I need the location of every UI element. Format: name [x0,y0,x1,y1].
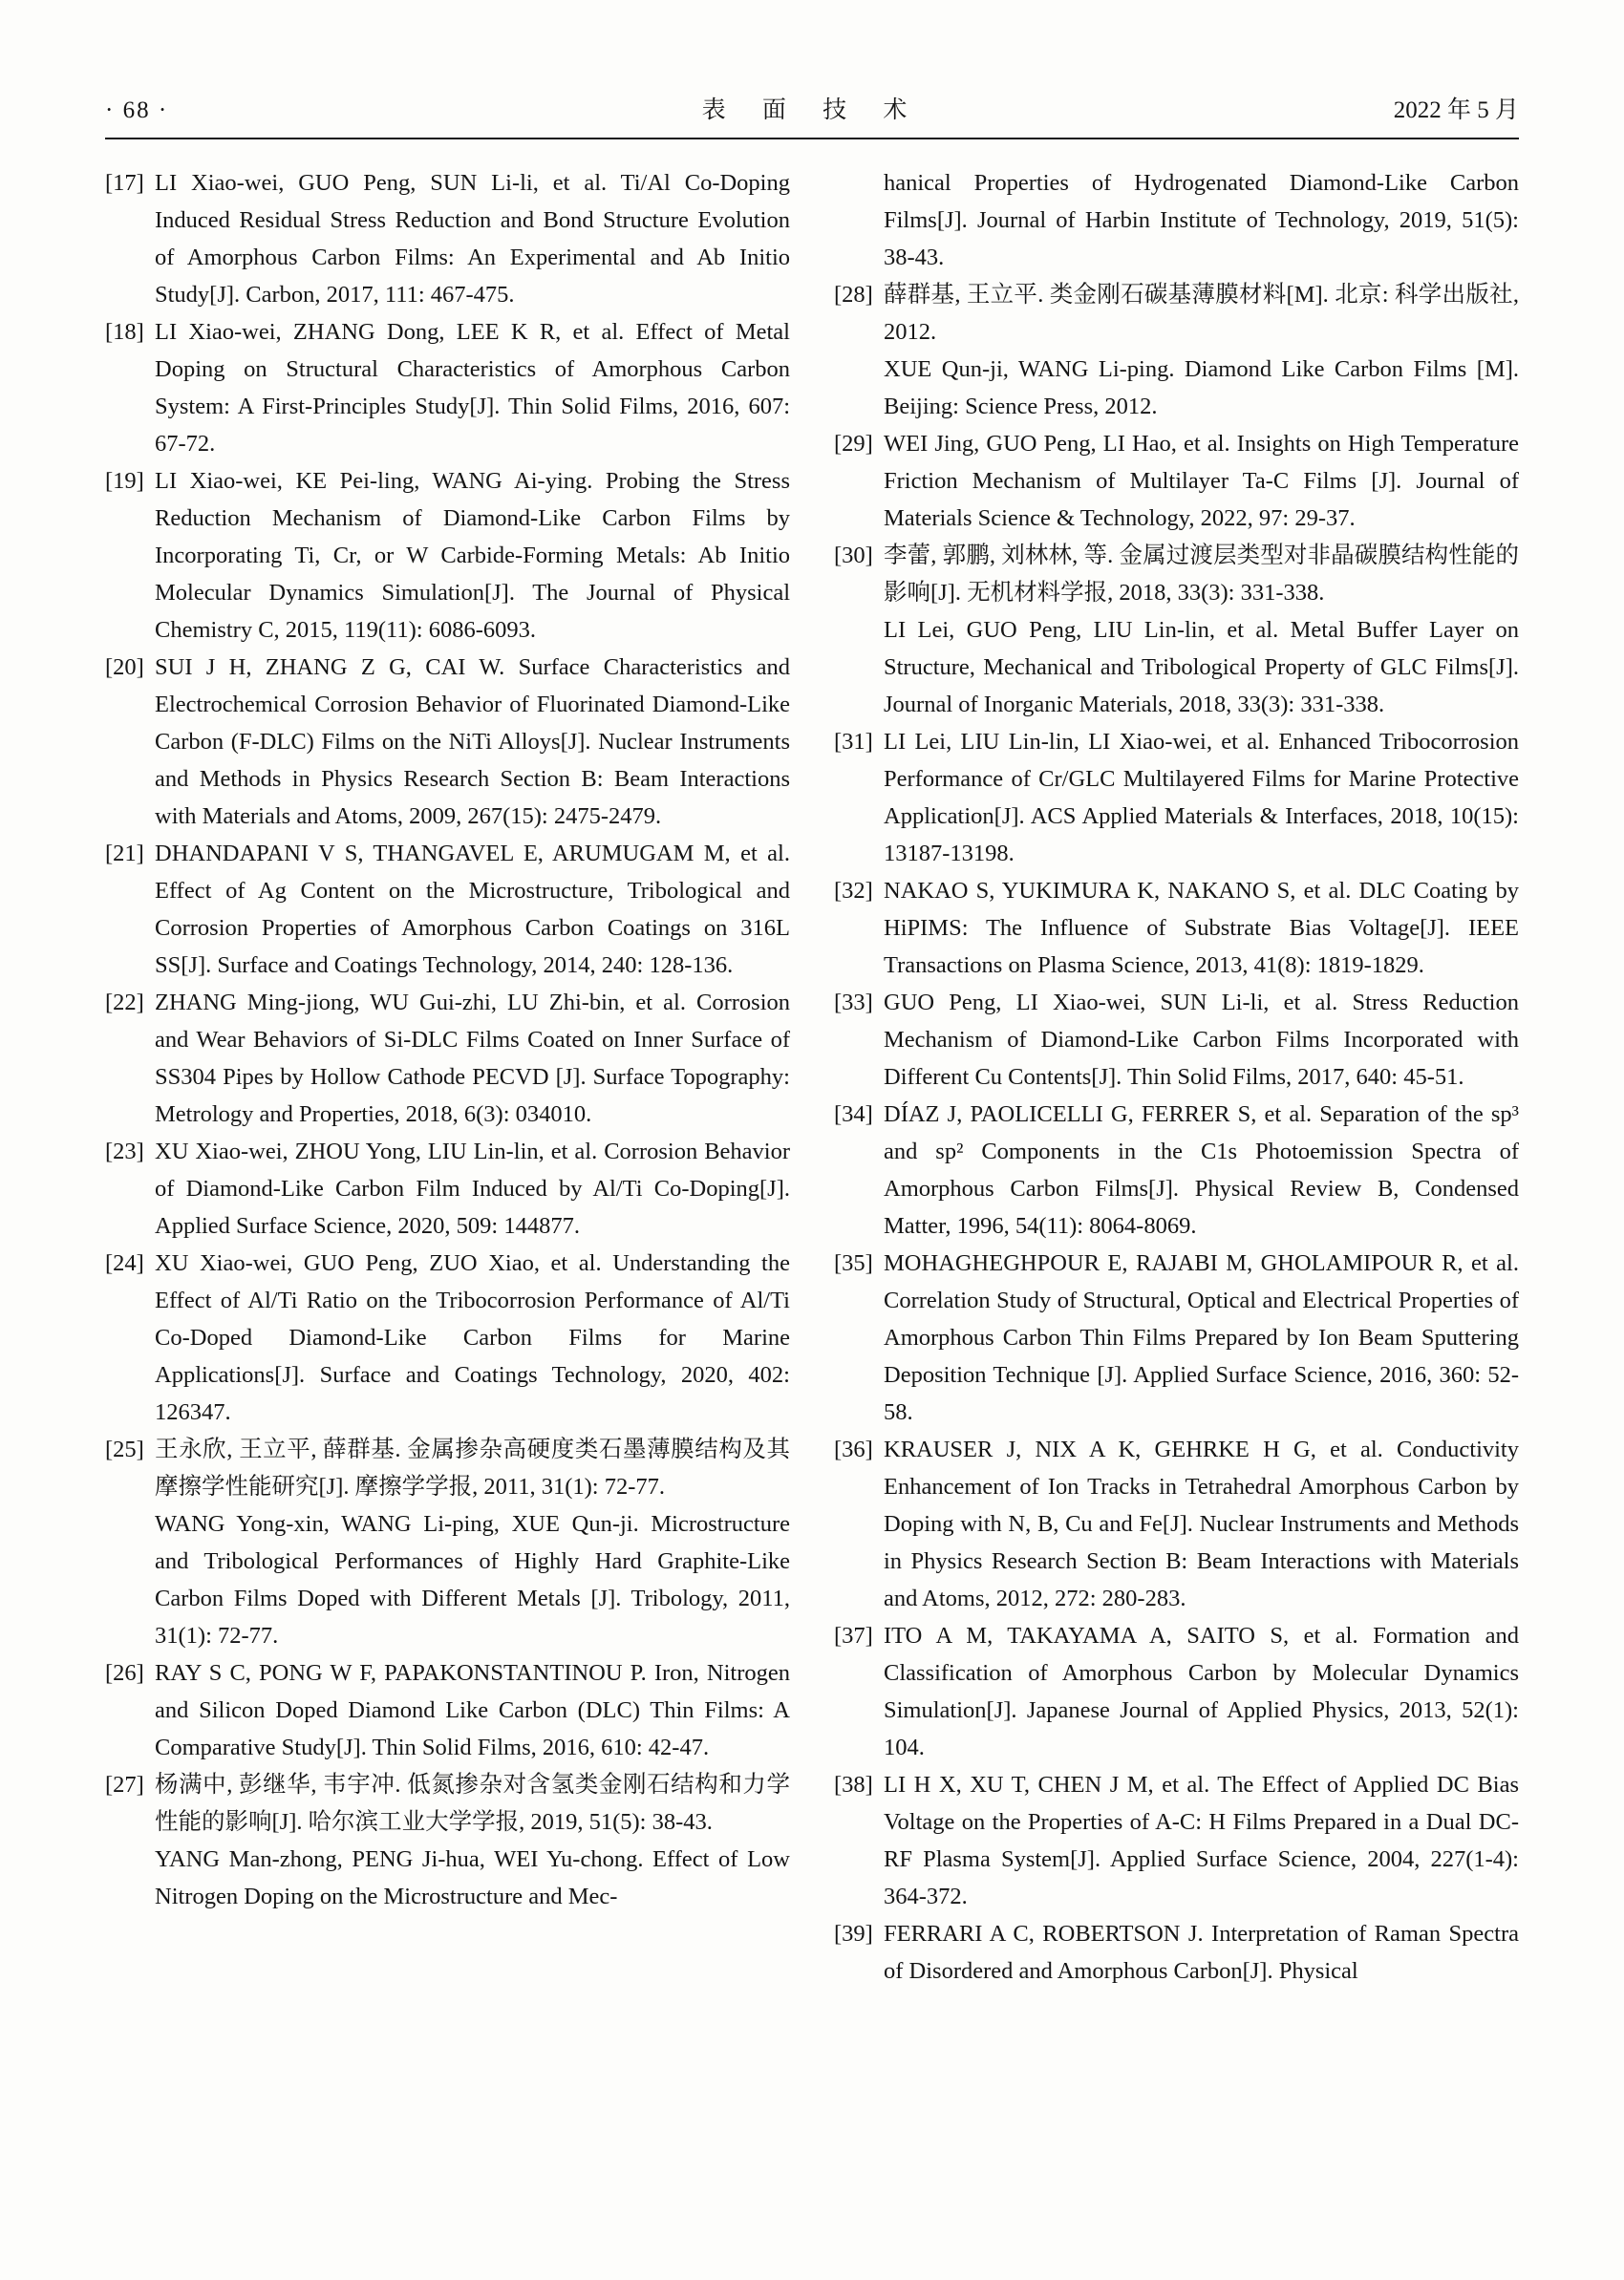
reference-body [884,984,1519,1096]
reference-body [884,537,1519,723]
reference-item [834,537,1519,723]
reference-body [155,1133,790,1245]
header-rule [105,138,1519,139]
reference-body [155,313,790,462]
reference-text: ITO A M, TAKAYAMA A, SAITO S, et al. Formation and Classification of Amorphous Carbon by Molecular Dynamics Simulation[J]. Japanese Journal of Applied Physics, 2013, 52(1): 104. [884,1623,1519,1760]
reference-number: [20] [105,654,144,680]
reference-number: [27] [105,1772,144,1798]
reference-text: GUO Peng, LI Xiao-wei, SUN Li-li, et al. Stress Reduction Mechanism of Diamond-Like Carbon Films Incorporated with Different Cu Contents[J]. Thin Solid Films, 2017, 640: 45-51. [884,990,1519,1090]
reference-text: DHANDAPANI V S, THANGAVEL E, ARUMUGAM M, et al. Effect of Ag Content on the Microstructure, Tribological and Corrosion Properties of Amorphous Carbon Coatings on 316L SS[J]. Surface and Coatings Technology, 2014, 240: 128-136. [155,841,790,978]
reference-body [884,1245,1519,1431]
reference-number: [23] [105,1139,144,1164]
reference-number: [35] [834,1250,873,1276]
reference-item [834,1096,1519,1245]
reference-body [884,164,1519,276]
reference-body [884,425,1519,537]
page-header [105,96,1519,126]
reference-body [884,723,1519,872]
reference-body [155,1766,790,1915]
references-column-right [834,164,1519,1990]
reference-number: [34] [834,1101,873,1127]
reference-text: WEI Jing, GUO Peng, LI Hao, et al. Insights on High Temperature Friction Mechanism of Multilayer Ta-C Films [J]. Journal of Materials Science & Technology, 2022, 97: 29-37. [884,431,1519,531]
reference-text: DÍAZ J, PAOLICELLI G, FERRER S, et al. Separation of the sp³ and sp² Components in the C1s Photoemission Spectra of Amorphous Carbon Films[J]. Physical Review B, Condensed Matter, 1996, 54(11): 8064-8069. [884,1101,1519,1239]
reference-item [105,313,790,462]
reference-body [155,1245,790,1431]
reference-text: LI Lei, GUO Peng, LIU Lin-lin, et al. Metal Buffer Layer on Structure, Mechanical and Tribological Property of GLC Films[J]. Journal of Inorganic Materials, 2018, 33(3): 331-338. [884,617,1519,717]
reference-text: FERRARI A C, ROBERTSON J. Interpretation of Raman Spectra of Disordered and Amorphous Carbon[J]. Physical [884,1921,1519,1984]
reference-item [105,1766,790,1915]
reference-text: MOHAGHEGHPOUR E, RAJABI M, GHOLAMIPOUR R, et al. Correlation Study of Structural, Optical and Electrical Properties of Amorphous Carbon Thin Films Prepared by Ion Beam Sputtering Deposition Technique [J]. Applied Surface Science, 2016, 360: 52-58. [884,1250,1519,1425]
reference-number: [25] [105,1437,144,1462]
reference-item [834,872,1519,984]
reference-number: [18] [105,319,144,345]
reference-item [834,164,1519,276]
issue-date: 2022 年 5 月 [1393,97,1520,123]
reference-text: 薛群基, 王立平. 类金刚石碳基薄膜材料[M]. 北京: 科学出版社, 2012. [884,282,1519,345]
reference-text: YANG Man-zhong, PENG Ji-hua, WEI Yu-chong. Effect of Low Nitrogen Doping on the Microstructure and Mec- [155,1846,790,1909]
reference-number: [30] [834,543,873,568]
journal-title: 表 面 技 术 [701,97,923,123]
page-number: · 68 · [105,97,169,123]
reference-number: [21] [105,841,144,866]
reference-text: XUE Qun-ji, WANG Li-ping. Diamond Like Carbon Films [M]. Beijing: Science Press, 2012. [884,356,1519,419]
reference-body [884,1766,1519,1915]
reference-number: [28] [834,282,873,308]
reference-item [834,1431,1519,1617]
reference-number: [31] [834,729,873,755]
reference-item [105,1245,790,1431]
reference-item [834,723,1519,872]
reference-text: 王永欣, 王立平, 薛群基. 金属掺杂高硬度类石墨薄膜结构及其摩擦学性能研究[J]. 摩擦学学报, 2011, 31(1): 72-77. [155,1437,790,1500]
reference-text: RAY S C, PONG W F, PAPAKONSTANTINOU P. Iron, Nitrogen and Silicon Doped Diamond Like Carbon (DLC) Thin Films: A Comparative Study[J]. Thin Solid Films, 2016, 610: 42-47. [155,1660,790,1760]
reference-text: LI H X, XU T, CHEN J M, et al. The Effect of Applied DC Bias Voltage on the Properties of A-C: H Films Prepared in a Dual DC-RF Plasma System[J]. Applied Surface Science, 2004, 227(1-4): 364-372. [884,1772,1519,1909]
reference-body [155,462,790,649]
reference-number: [37] [834,1623,873,1649]
reference-item [105,649,790,835]
reference-item [105,835,790,984]
reference-number: [19] [105,468,144,494]
reference-text: NAKAO S, YUKIMURA K, NAKANO S, et al. DLC Coating by HiPIMS: The Influence of Substrate Bias Voltage[J]. IEEE Transactions on Plasma Science, 2013, 41(8): 1819-1829. [884,878,1519,978]
reference-item [105,1431,790,1654]
reference-body [155,984,790,1133]
reference-number: [26] [105,1660,144,1686]
reference-body [155,835,790,984]
reference-text: ZHANG Ming-jiong, WU Gui-zhi, LU Zhi-bin, et al. Corrosion and Wear Behaviors of Si-DLC Films Coated on Inner Surface of SS304 Pipes by Hollow Cathode PECVD [J]. Surface Topography: Metrology and Properties, 2018, 6(3): 034010. [155,990,790,1127]
reference-item [105,984,790,1133]
reference-body [884,276,1519,425]
reference-body [155,1654,790,1766]
reference-text: XU Xiao-wei, GUO Peng, ZUO Xiao, et al. Understanding the Effect of Al/Ti Ratio on the Tribocorrosion Performance of Al/Ti Co-Doped Diamond-Like Carbon Films for Marine Applications[J]. Surface and Coatings Technology, 2020, 402: 126347. [155,1250,790,1425]
reference-item [834,984,1519,1096]
reference-item [834,276,1519,425]
reference-text: LI Xiao-wei, GUO Peng, SUN Li-li, et al. Ti/Al Co-Doping Induced Residual Stress Reduction and Bond Structure Evolution of Amorphous Carbon Films: An Experimental and Ab Initio Study[J]. Carbon, 2017, 111: 467-475. [155,170,790,308]
reference-number: [24] [105,1250,144,1276]
reference-body [155,164,790,313]
reference-text: WANG Yong-xin, WANG Li-ping, XUE Qun-ji. Microstructure and Tribological Performances of Highly Hard Graphite-Like Carbon Films Doped with Different Metals [J]. Tribology, 2011, 31(1): 72-77. [155,1511,790,1649]
reference-body [884,1617,1519,1766]
reference-text: 杨满中, 彭继华, 韦宇冲. 低氮掺杂对含氢类金刚石结构和力学性能的影响[J]. 哈尔滨工业大学学报, 2019, 51(5): 38-43. [155,1772,790,1835]
references-section [105,164,1519,1990]
reference-body [884,872,1519,984]
reference-number [834,164,884,276]
reference-number: [29] [834,431,873,457]
references-column-left [105,164,790,1990]
reference-text: LI Xiao-wei, KE Pei-ling, WANG Ai-ying. Probing the Stress Reduction Mechanism of Diamond-Like Carbon Films by Incorporating Ti, Cr, or W Carbide-Forming Metals: Ab Initio Molecular Dynamics Simulation[J]. The Journal of Physical Chemistry C, 2015, 119(11): 6086-6093. [155,468,790,643]
reference-body [155,1431,790,1654]
reference-text: 李蕾, 郭鹏, 刘林林, 等. 金属过渡层类型对非晶碳膜结构性能的影响[J]. 无机材料学报, 2018, 33(3): 331-338. [884,543,1519,606]
reference-item [834,425,1519,537]
reference-item [834,1617,1519,1766]
reference-body [884,1431,1519,1617]
reference-number: [38] [834,1772,873,1798]
reference-text: SUI J H, ZHANG Z G, CAI W. Surface Characteristics and Electrochemical Corrosion Behavior of Fluorinated Diamond-Like Carbon (F-DLC) Films on the NiTi Alloys[J]. Nuclear Instruments and Methods in Physics Research Section B: Beam Interactions with Materials and Atoms, 2009, 267(15): 2475-2479. [155,654,790,829]
reference-item [834,1245,1519,1431]
reference-item [834,1766,1519,1915]
reference-item [105,462,790,649]
reference-number: [17] [105,170,144,196]
reference-number: [22] [105,990,144,1015]
reference-text: LI Xiao-wei, ZHANG Dong, LEE K R, et al. Effect of Metal Doping on Structural Characteristics of Amorphous Carbon System: A First-Principles Study[J]. Thin Solid Films, 2016, 607: 67-72. [155,319,790,457]
reference-number: [36] [834,1437,873,1462]
reference-number: [39] [834,1921,873,1947]
reference-item [105,1654,790,1766]
reference-item [105,164,790,313]
reference-number: [33] [834,990,873,1015]
reference-number: [32] [834,878,873,904]
reference-item [834,1915,1519,1990]
reference-body [884,1915,1519,1990]
reference-body [155,649,790,835]
reference-text: XU Xiao-wei, ZHOU Yong, LIU Lin-lin, et al. Corrosion Behavior of Diamond-Like Carbon Film Induced by Al/Ti Co-Doping[J]. Applied Surface Science, 2020, 509: 144877. [155,1139,790,1239]
reference-item [105,1133,790,1245]
reference-text: KRAUSER J, NIX A K, GEHRKE H G, et al. Conductivity Enhancement of Ion Tracks in Tetrahedral Amorphous Carbon by Doping with N, B, Cu and Fe[J]. Nuclear Instruments and Methods in Physics Research Section B: Beam Interactions with Materials and Atoms, 2012, 272: 280-283. [884,1437,1519,1611]
reference-text: hanical Properties of Hydrogenated Diamond-Like Carbon Films[J]. Journal of Harbin Institute of Technology, 2019, 51(5): 38-43. [884,170,1519,270]
reference-body [884,1096,1519,1245]
reference-text: LI Lei, LIU Lin-lin, LI Xiao-wei, et al. Enhanced Tribocorrosion Performance of Cr/GLC Multilayered Films for Marine Protective Application[J]. ACS Applied Materials & Interfaces, 2018, 10(15): 13187-13198. [884,729,1519,866]
